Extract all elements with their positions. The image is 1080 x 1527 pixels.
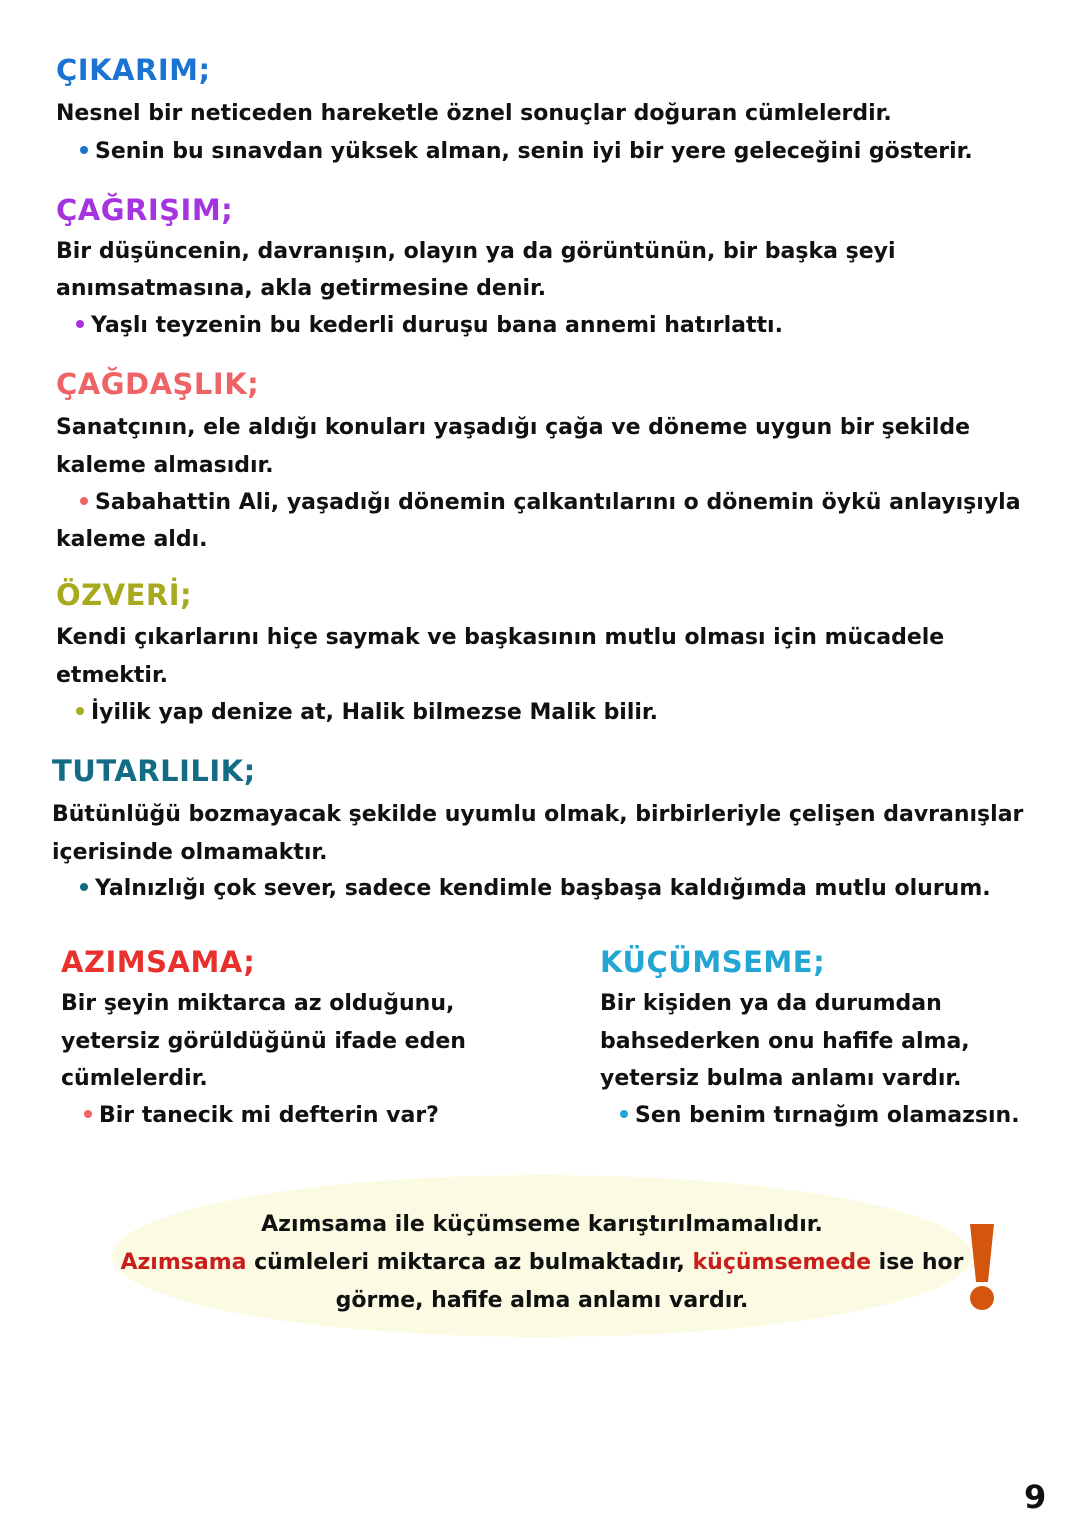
definition-line: bahsederken onu hafife alma,	[600, 1029, 970, 1054]
bullet-icon	[620, 1110, 628, 1118]
bullet-icon	[84, 1110, 92, 1118]
heading-ozveri: ÖZVERİ;	[56, 578, 193, 612]
bullet-icon	[80, 497, 88, 505]
callout-line-2: Azımsama cümleleri miktarca az bulmaktadır, küçümsemede ise hor	[120, 1250, 964, 1275]
definition-line: anımsatmasına, akla getirmesine denir.	[56, 276, 547, 301]
heading-cikarim: ÇIKARIM;	[56, 53, 211, 87]
example-line: Sen benim tırnağım olamazsın.	[620, 1101, 1020, 1131]
bullet-icon	[80, 883, 88, 891]
exclamation-icon	[962, 1220, 1002, 1312]
heading-kucumseme: KÜÇÜMSEME;	[600, 945, 826, 979]
example-line: Yalnızlığı çok sever, sadece kendimle başbaşa kaldığımda mutlu olurum.	[80, 874, 991, 904]
callout-line-1: Azımsama ile küçümseme karıştırılmamalıdır.	[261, 1212, 823, 1237]
heading-cagrisim: ÇAĞRIŞIM;	[56, 193, 234, 227]
example-line: Bir tanecik mi defterin var?	[84, 1101, 439, 1131]
page-number: 9	[1024, 1478, 1047, 1516]
definition-line: yetersiz görüldüğünü ifade eden	[61, 1029, 466, 1054]
example-line: Senin bu sınavdan yüksek alman, senin iyi bir yere geleceğini gösterir.	[80, 137, 973, 167]
example-line: Yaşlı teyzenin bu kederli duruşu bana annemi hatırlattı.	[76, 311, 783, 341]
definition-line: Bir şeyin miktarca az olduğunu,	[61, 991, 455, 1016]
definition-line: Kendi çıkarlarını hiçe saymak ve başkasının mutlu olması için mücadele	[56, 625, 945, 650]
example-line: kaleme aldı.	[56, 527, 208, 552]
definition-line: Bir düşüncenin, davranışın, olayın ya da görüntünün, bir başka şeyi	[56, 239, 896, 264]
heading-azimsama: AZIMSAMA;	[61, 945, 256, 979]
bullet-icon	[76, 707, 84, 715]
definition-line: yetersiz bulma anlamı vardır.	[600, 1066, 962, 1091]
heading-tutarlilik: TUTARLILIK;	[52, 754, 256, 788]
callout-highlight-azimsama: Azımsama	[120, 1250, 247, 1275]
definition-line: Bütünlüğü bozmayacak şekilde uyumlu olmak, birbirleriyle çelişen davranışlar	[52, 802, 1024, 827]
definition-line: Bir kişiden ya da durumdan	[600, 991, 942, 1016]
example-line: İyilik yap denize at, Halik bilmezse Malik bilir.	[76, 698, 658, 728]
definition-line: cümlelerdir.	[61, 1066, 208, 1091]
heading-cagdaslik: ÇAĞDAŞLIK;	[56, 367, 260, 401]
callout-line-3: görme, hafife alma anlamı vardır.	[335, 1288, 749, 1313]
definition-line: Sanatçının, ele aldığı konuları yaşadığı çağa ve döneme uygun bir şekilde	[56, 415, 971, 440]
definition-line: Nesnel bir neticeden hareketle öznel sonuçlar doğuran cümlelerdir.	[56, 101, 892, 126]
bullet-icon	[80, 146, 88, 154]
definition-line: kaleme almasıdır.	[56, 453, 274, 478]
definition-line: etmektir.	[56, 663, 169, 688]
callout-highlight-kucumsemede: küçümsemede	[692, 1250, 871, 1275]
definition-line: içerisinde olmamaktır.	[52, 840, 328, 865]
example-line: Sabahattin Ali, yaşadığı dönemin çalkantılarını o dönemin öykü anlayışıyla	[80, 488, 1021, 518]
bullet-icon	[76, 320, 84, 328]
